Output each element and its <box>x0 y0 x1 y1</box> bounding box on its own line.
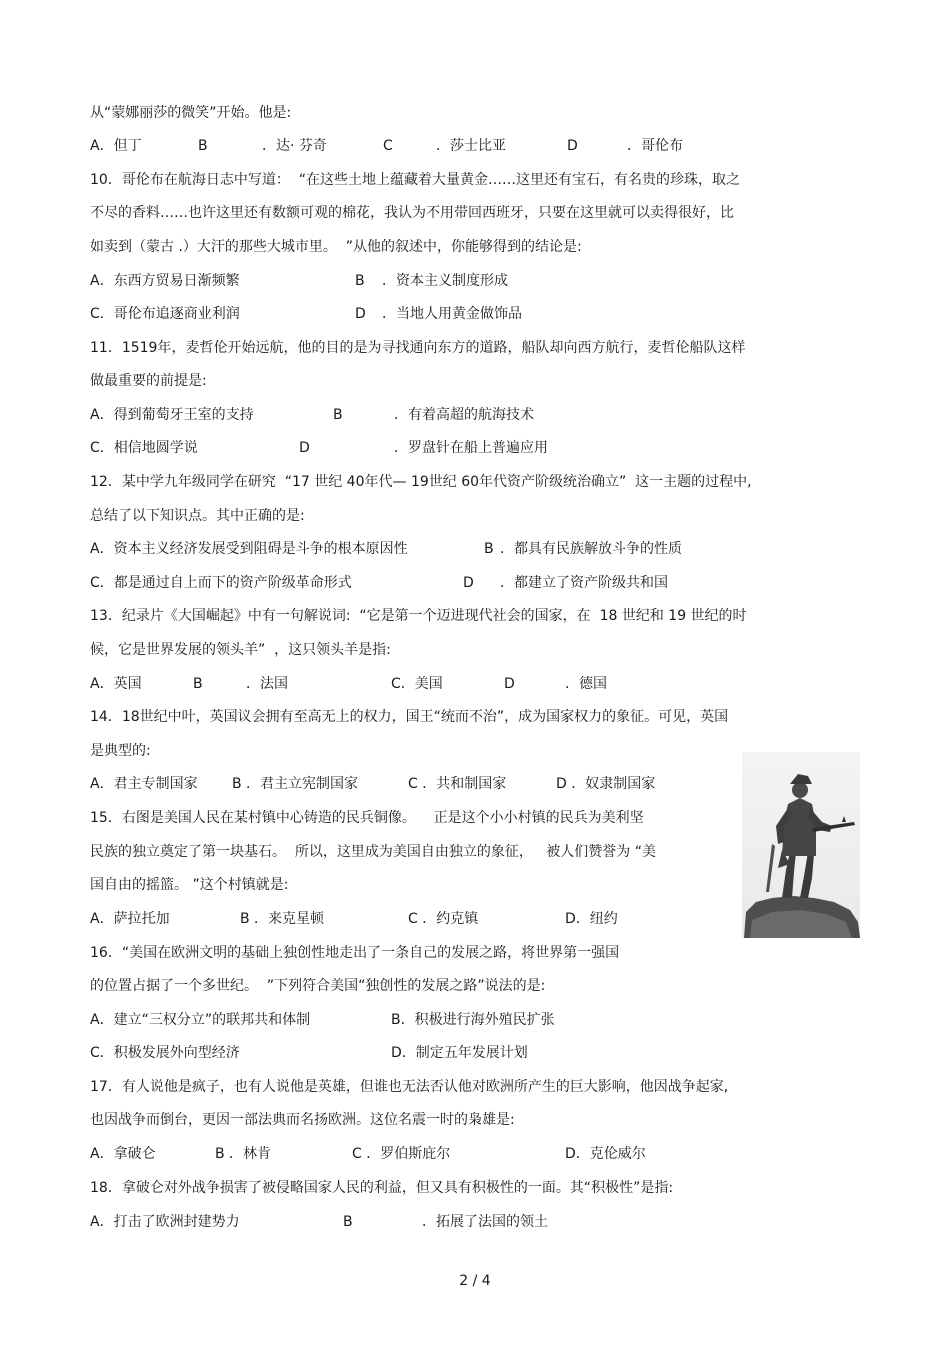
option-14b: B ．君主立宪制国家 <box>232 776 359 792</box>
text-line: 民族的独立奠定了第一块基石。 所以，这里成为美国自由独立的象征， 被人们赞誉为 “美 <box>90 844 656 860</box>
option-16a: A．建立“三权分立”的联邦共和体制 <box>90 1012 311 1028</box>
text-line: 总结了以下知识点。其中正确的是: <box>90 508 305 524</box>
option-10d-letter: D <box>355 306 366 322</box>
question-12: 12．某中学九年级同学在研究 “17 世纪 40年代— 19世纪 60年代资产阶级统治确立” 这一主题的过程中, <box>90 474 752 490</box>
option-14c: C ．共和制国家 <box>408 776 507 792</box>
option-12a: A．资本主义经济发展受到阻碍是斗争的根本原因性 <box>90 541 408 557</box>
text-line: 如卖到（蒙古 .）大汗的那些大城市里。 ”从他的叙述中，你能够得到的结论是: <box>90 239 582 255</box>
option-17c: C ．罗伯斯庇尔 <box>352 1146 451 1162</box>
option-10d: ．当地人用黄金做饰品 <box>382 306 522 322</box>
option-16c: C．积极发展外向型经济 <box>90 1045 240 1061</box>
text-line: 做最重要的前提是: <box>90 373 207 389</box>
option-9b: ．达· 芬奇 <box>262 138 327 154</box>
option-14d: D ．奴隶制国家 <box>556 776 656 792</box>
text-line: 从“蒙娜丽莎的微笑”开始。他是: <box>90 105 292 121</box>
option-14a: A．君主专制国家 <box>90 776 198 792</box>
option-15a: A．萨拉托加 <box>90 911 170 927</box>
option-11c: C．相信地圆学说 <box>90 440 198 456</box>
option-16b: B．积极进行海外殖民扩张 <box>391 1012 555 1028</box>
option-9b-letter: B <box>198 138 208 154</box>
minuteman-statue-image <box>742 752 860 938</box>
option-11a: A．得到葡萄牙王室的支持 <box>90 407 254 423</box>
option-12b-letter: B <box>484 541 494 557</box>
option-11d-letter: D <box>299 440 310 456</box>
text-line: 国自由的摇篮。 ”这个村镇就是: <box>90 877 289 893</box>
question-14: 14．18世纪中叶，英国议会拥有至高无上的权力，国王“统而不治”，成为国家权力的象征。可见，英国 <box>90 709 729 725</box>
option-12b: ．都具有民族解放斗争的性质 <box>500 541 682 557</box>
option-11d: ．罗盘针在船上普遍应用 <box>394 440 548 456</box>
option-10b: ．资本主义制度形成 <box>382 273 508 289</box>
option-13b: ．法国 <box>246 676 288 692</box>
option-15d: D．纽约 <box>565 911 618 927</box>
text-line: 不尽的香料……也许这里还有数额可观的棉花，我认为不用带回西班牙，只要在这里就可以卖得很好，比 <box>90 205 734 221</box>
option-12d-letter: D <box>463 575 474 591</box>
option-15b: B ．来克星顿 <box>240 911 325 927</box>
option-9c-letter: C <box>383 138 393 154</box>
option-17a: A．拿破仑 <box>90 1146 156 1162</box>
option-18a: A．打击了欧洲封建势力 <box>90 1214 240 1230</box>
option-18b: ．拓展了法国的领土 <box>422 1214 548 1230</box>
option-9d-letter: D <box>567 138 578 154</box>
option-15c: C ．约克镇 <box>408 911 479 927</box>
option-12d: ．都建立了资产阶级共和国 <box>500 575 668 591</box>
question-16: 16．“美国在欧洲文明的基础上独创性地走出了一条自己的发展之路，将世界第一强国 <box>90 945 620 961</box>
option-12c: C．都是通过自上而下的资产阶级革命形式 <box>90 575 352 591</box>
option-17d: D．克伦威尔 <box>565 1146 646 1162</box>
option-9c: ．莎士比亚 <box>436 138 506 154</box>
text-line: 是典型的: <box>90 743 151 759</box>
option-16d: D．制定五年发展计划 <box>391 1045 528 1061</box>
option-11b: ．有着高超的航海技术 <box>394 407 534 423</box>
option-13a: A．英国 <box>90 676 142 692</box>
option-10a: A．东西方贸易日渐频繁 <box>90 273 240 289</box>
option-18b-letter: B <box>343 1214 353 1230</box>
option-13d-letter: D <box>504 676 515 692</box>
option-9d: ．哥伦布 <box>627 138 683 154</box>
page-number: 2 / 4 <box>459 1273 491 1289</box>
option-13d: ．德国 <box>565 676 607 692</box>
question-10: 10．哥伦布在航海日志中写道： “在这些土地上蕴藏着大量黄金……这里还有宝石，有名贵的珍珠，取之 <box>90 172 740 188</box>
option-13c: C．美国 <box>391 676 443 692</box>
text-line: 候，它是世界发展的领头羊” ，这只领头羊是指: <box>90 642 391 658</box>
question-13: 13．纪录片《大国崛起》中有一句解说词: “它是第一个迈进现代社会的国家，在 18 世纪和 19 世纪的时 <box>90 608 747 624</box>
question-17: 17．有人说他是疯子，也有人说他是英雄，但谁也无法否认他对欧洲所产生的巨大影响，他因战争起家, <box>90 1079 729 1095</box>
option-10c: C．哥伦布追逐商业利润 <box>90 306 240 322</box>
option-17b: B ．林肯 <box>215 1146 272 1162</box>
option-13b-letter: B <box>193 676 203 692</box>
text-line: 的位置占据了一个多世纪。 ”下列符合美国“独创性的发展之路”说法的是: <box>90 978 546 994</box>
option-10b-letter: B <box>355 273 365 289</box>
option-9a: A．但丁 <box>90 138 142 154</box>
question-15: 15．右图是美国人民在某村镇中心铸造的民兵铜像。 正是这个小小村镇的民兵为美利坚 <box>90 810 644 826</box>
question-11: 11．1519年，麦哲伦开始远航，他的目的是为寻找通向东方的道路，船队却向西方航行，麦哲伦船队这样 <box>90 340 746 356</box>
option-11b-letter: B <box>333 407 343 423</box>
question-18: 18．拿破仑对外战争损害了被侵略国家人民的利益，但又具有积极性的一面。其“积极性”是指: <box>90 1180 674 1196</box>
text-line: 也因战争而倒台，更因一部法典而名扬欧洲。这位名震一时的枭雄是: <box>90 1112 515 1128</box>
